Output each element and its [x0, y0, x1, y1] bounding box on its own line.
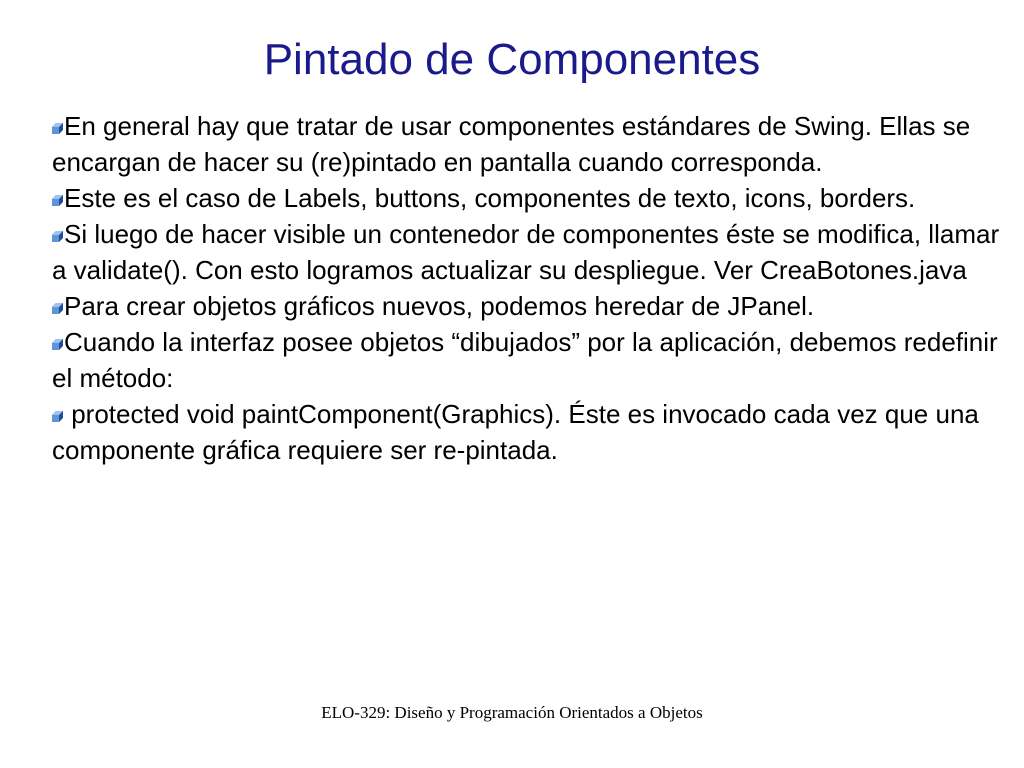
blue-cube-bullet-icon — [52, 339, 63, 350]
slide-footer: ELO-329: Diseño y Programación Orientados a Objetos — [321, 703, 703, 722]
bullet-item — [52, 396, 1002, 468]
bullet-item — [52, 324, 1002, 396]
bullet-text: protected void paintComponent(Graphics). Éste es invocado cada vez que una componente gráfica requiere ser re-pintada. — [52, 399, 979, 465]
bullet-text: Para crear objetos gráficos nuevos, podemos heredar de JPanel. — [64, 291, 815, 321]
slide-title: Pintado de Componentes — [263, 35, 761, 84]
bullet-item — [52, 108, 1002, 180]
bullet-item — [52, 216, 1002, 288]
bullet-item — [52, 180, 1002, 216]
bullet-text: Este es el caso de Labels, buttons, componentes de texto, icons, borders. — [64, 183, 916, 213]
blue-cube-bullet-icon — [52, 123, 63, 134]
blue-cube-bullet-icon — [52, 195, 63, 206]
bullet-list — [52, 108, 1002, 468]
blue-cube-bullet-icon — [52, 231, 63, 242]
blue-cube-bullet-icon — [52, 303, 63, 314]
bullet-text: En general hay que tratar de usar componentes estándares de Swing. Ellas se encargan de hacer su (re)pintado en pantalla cuando corresponda. — [52, 111, 971, 177]
bullet-item — [52, 288, 1002, 324]
bullet-text: Cuando la interfaz posee objetos “dibujados” por la aplicación, debemos redefinir el método: — [52, 327, 998, 393]
bullet-text: Si luego de hacer visible un contenedor de componentes éste se modifica, llamar a validate(). Con esto logramos actualizar su despliegue. Ver CreaBotones.java — [52, 219, 1000, 285]
blue-cube-bullet-icon — [52, 411, 63, 422]
